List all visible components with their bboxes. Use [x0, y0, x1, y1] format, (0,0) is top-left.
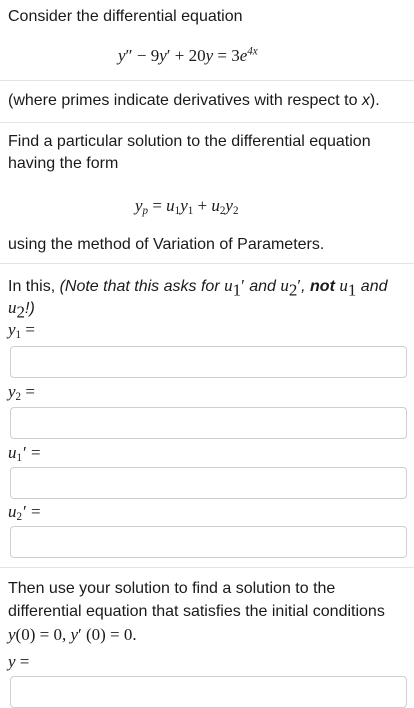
- primes-note: (where primes indicate derivatives with respect to x).: [8, 92, 380, 109]
- y1-label: $y_1$ =: [8, 320, 35, 341]
- differential-equation: $y'' - 9y' + 20y = 3e^{4x}$: [118, 45, 258, 65]
- u1-prime-input[interactable]: [10, 467, 407, 499]
- divider: [0, 80, 414, 81]
- then-text-line2: differential equation that satisfies the initial conditions: [8, 603, 385, 620]
- initial-conditions: y(0) = 0, y′ (0) = 0.: [8, 625, 137, 644]
- method-text: using the method of Variation of Parameters.: [8, 236, 325, 253]
- y2-label: $y_2$ =: [8, 382, 35, 403]
- y-solution-input[interactable]: [10, 676, 407, 708]
- divider: [0, 122, 414, 123]
- note-text: In this, (Note that this asks for $u_1'$ and $u_2'$, not $u_1$ and: [8, 276, 388, 300]
- note-text-line2: $u_2$!): [8, 298, 35, 322]
- find-text-line2: having the form: [8, 155, 119, 172]
- divider: [0, 567, 414, 568]
- y1-input[interactable]: [10, 346, 407, 378]
- y-solution-label: y =: [8, 652, 30, 671]
- y2-input[interactable]: [10, 407, 407, 439]
- u2-prime-input[interactable]: [10, 526, 407, 558]
- u2-prime-label: $u_2'$ =: [8, 502, 41, 523]
- u1-prime-label: $u_1'$ =: [8, 443, 41, 464]
- find-text-line1: Find a particular solution to the differential equation: [8, 133, 371, 150]
- particular-solution-form: $y_p = u_1y_1 + u_2y_2$: [135, 196, 239, 217]
- then-text-line1: Then use your solution to find a solution to the: [8, 580, 336, 597]
- divider: [0, 263, 414, 264]
- intro-text: Consider the differential equation: [8, 8, 243, 25]
